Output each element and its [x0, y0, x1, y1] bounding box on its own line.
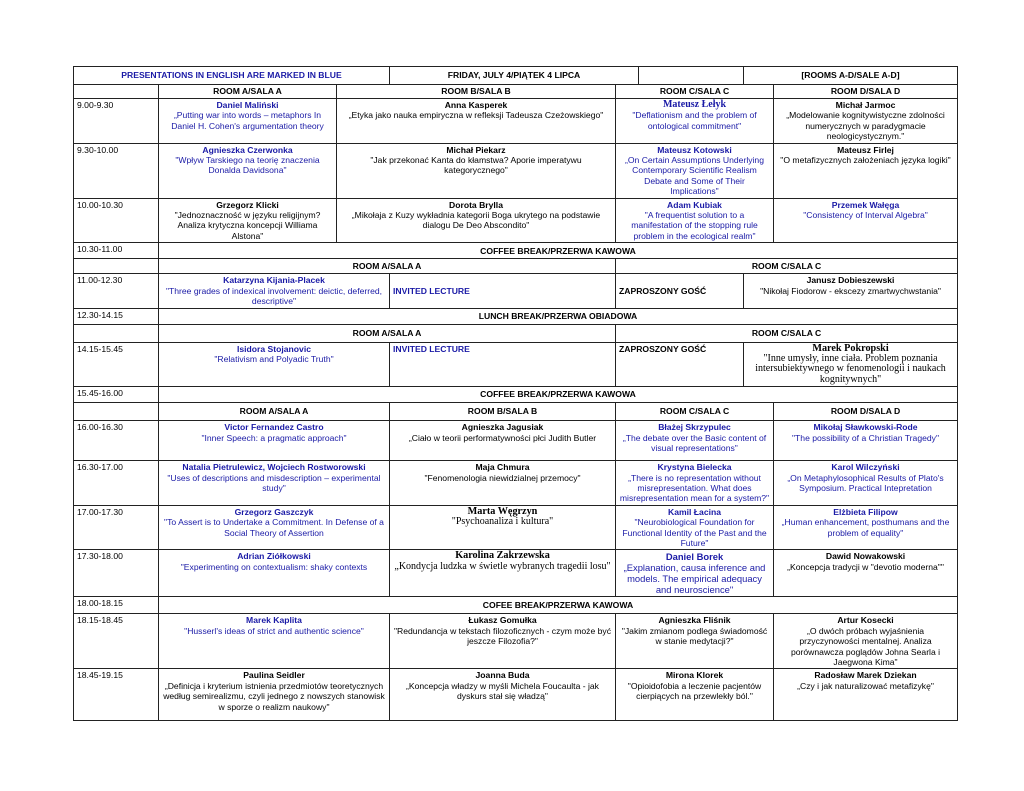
speaker-name: Mateusz Firlej: [837, 144, 894, 155]
speaker-name: Michał Piekarz: [446, 144, 506, 155]
header-row: [74, 67, 958, 85]
talk-cell: [337, 143, 616, 198]
time-empty: [74, 259, 159, 274]
slot-row: [74, 550, 958, 597]
speaker-name: Victor Fernandez Castro: [224, 422, 324, 433]
invited-talk-c: [744, 274, 958, 308]
talk-cell: [616, 99, 774, 144]
slot-row: [74, 421, 958, 461]
speaker-name: Michał Jarmoc: [835, 100, 896, 110]
talk-cell: [159, 198, 337, 243]
speaker-name: Przemek Wałęga: [831, 199, 900, 210]
break-row: [74, 387, 958, 403]
speaker-name: Dorota Brylla: [449, 199, 503, 210]
slot-row: [74, 669, 958, 721]
invited-talk-c: [744, 342, 958, 387]
slot-time: 18.45-19.15: [74, 669, 159, 721]
talk-cell: [159, 461, 390, 506]
speaker-name: Mikołaj Sławkowski-Rode: [813, 422, 918, 433]
slot-time: 18.15-18.45: [74, 614, 159, 669]
talk-cell: [616, 669, 774, 721]
date-header: FRIDAY, JULY 4/PIĄTEK 4 LIPCA: [390, 67, 639, 85]
break-row: [74, 243, 958, 259]
talk-title: „Czy i jak naturalizować metafizykę": [797, 680, 934, 691]
slot-row: [74, 614, 958, 669]
slot-time: 17.30-18.00: [74, 550, 159, 597]
talk-title: "Deflationism and the problem of ontological commitment": [632, 110, 757, 131]
talk-title: „The debate over the Basic content of visual representations": [622, 432, 767, 453]
speaker-name: Błażej Skrzypulec: [658, 422, 731, 433]
talk-title: "O metafizycznych założeniach języka logiki": [780, 155, 951, 166]
talk-title: "Relativism and Polyadic Truth": [214, 353, 334, 364]
speaker-name: Anna Kasperek: [444, 100, 508, 110]
break-label: COFEE BREAK/PRZERWA KAWOWA: [159, 597, 958, 614]
room-d-header: ROOM D/SALA D: [774, 85, 958, 99]
talk-title: "Redundancja w tekstach filozoficznych - czym może być jeszcze Filozofia?": [393, 625, 612, 647]
talk-cell: [390, 421, 616, 461]
talk-title: „On Metaphylosophical Results of Plato's Symposium. Practical Intepretation: [787, 472, 944, 493]
talk-cell: [774, 669, 958, 721]
speaker-name: Isidora Stojanovic: [236, 343, 312, 354]
talk-cell: [774, 198, 958, 243]
talk-cell: [337, 99, 616, 144]
talk-title: „Explanation, causa inference and models. The empirical adequacy and neuroscience": [623, 562, 766, 596]
talk-title: „Koncepcja władzy w myśli Michela Foucaulta - jak dyskurs stał się władzą": [406, 680, 599, 702]
talk-title: "Fenomenologia niewidzialnej przemocy": [424, 472, 581, 483]
speaker-name: Mirona Klorek: [665, 670, 724, 681]
talk-title: „Ciało w teorii performatywności płci Judith Butler: [408, 432, 597, 443]
speaker-name: Adam Kubiak: [667, 199, 722, 210]
break-label: LUNCH BREAK/PRZERWA OBIADOWA: [159, 308, 958, 324]
talk-title: „Etyka jako nauka empiryczna w refleksji Tadeusza Czeżowskiego": [348, 110, 604, 121]
talk-title: "Jakim zmianom podlega świadomość w stanie medytacji?": [621, 625, 768, 647]
talk-title: "Jednoznaczność w języku religijnym? Analiza krytyczna koncepcji Williama Alstona": [174, 210, 321, 241]
talk-cell: [337, 198, 616, 243]
talk-cell: [616, 614, 774, 669]
speaker-name: Grzegorz Klicki: [216, 199, 279, 210]
invited-talk-a: [159, 274, 390, 308]
slot-time: 16.00-16.30: [74, 421, 159, 461]
talk-cell: [159, 669, 390, 721]
break-row: [74, 308, 958, 324]
rooms-range: [ROOMS A-D/SALE A-D]: [744, 67, 958, 85]
invited-label-pl: ZAPROSZONY GOŚĆ: [616, 274, 744, 308]
talk-title: "Inne umysły, inne ciała. Problem poznania intersubiektywnego w fenomenologii i naukach kognitywnych": [755, 352, 946, 385]
slot-time: 14.15-15.45: [74, 342, 159, 387]
talk-title: „There is no representation without misrepresentation. What does misrepresentation mean for a system?": [619, 472, 770, 504]
talk-title: „Koncepcja tradycji w "devotio moderna"": [787, 561, 944, 572]
talk-title: "The possibility of a Christian Tragedy": [792, 432, 940, 443]
talk-title: "Consistency of Interval Algebra": [803, 210, 928, 221]
speaker-name: Krystyna Bielecka: [657, 462, 732, 473]
talk-cell: [616, 143, 774, 198]
english-note: PRESENTATIONS IN ENGLISH ARE MARKED IN BLUE: [74, 67, 390, 85]
talk-title: „O dwóch próbach wyjaśnienia przyczynowości mentalnej. Analiza porównawcza poglądów Johna Searla i Jaegwona Kima": [790, 625, 941, 667]
talk-cell: [774, 614, 958, 669]
room-b-header: ROOM B/SALA B: [337, 85, 616, 99]
speaker-name: Elżbieta Filipow: [833, 506, 898, 517]
talk-cell: [616, 550, 774, 597]
speaker-name: Łukasz Gomułka: [468, 615, 537, 626]
slot-row: [74, 99, 958, 144]
time-header-empty: [74, 85, 159, 99]
speaker-name: Mateusz Łełyk: [662, 99, 727, 110]
speaker-name: Maja Chmura: [475, 462, 530, 473]
speaker-name: Grzegorz Gaszczyk: [234, 506, 314, 517]
talk-title: "Inner Speech: a pragmatic approach": [201, 432, 347, 443]
slot-row: [74, 198, 958, 243]
slot-time: 9.00-9.30: [74, 99, 159, 144]
talk-cell: [616, 421, 774, 461]
talk-title: "Uses of descriptions and misdescription – experimental study": [167, 472, 381, 493]
talk-cell: [616, 461, 774, 506]
break-label: COFFEE BREAK/PRZERWA KAWOWA: [159, 243, 958, 259]
speaker-name: Radosław Marek Dziekan: [814, 670, 917, 681]
rooms-row: [74, 324, 958, 342]
talk-title: "Psychoanaliza i kultura": [451, 516, 554, 528]
talk-cell: [390, 461, 616, 506]
slot-row: [74, 461, 958, 506]
speaker-name: Agnieszka Fliśnik: [658, 615, 731, 626]
talk-title: "Opioidofobia a leczenie pacjentów cierpiących na przewlekły ból.": [627, 680, 762, 702]
speaker-name: Daniel Maliński: [216, 100, 279, 110]
slot-row: [74, 143, 958, 198]
room-c-header: ROOM C/SALA C: [616, 259, 958, 274]
slot-time: 17.00-17.30: [74, 505, 159, 550]
slot-time: 12.30-14.15: [74, 308, 159, 324]
speaker-name: Joanna Buda: [475, 670, 530, 681]
talk-title: "Neurobiological Foundation for Functional Identity of the Past and the Future": [622, 517, 767, 548]
talk-title: "Experimenting on contextualism: shaky contexts: [180, 561, 368, 572]
room-b-header: ROOM B/SALA B: [390, 403, 616, 421]
slot-time: 9.30-10.00: [74, 143, 159, 198]
talk-cell: [159, 421, 390, 461]
talk-cell: [616, 505, 774, 550]
talk-cell: [159, 143, 337, 198]
room-d-header: ROOM D/SALA D: [774, 403, 958, 421]
talk-cell: [159, 505, 390, 550]
slot-time: 15.45-16.00: [74, 387, 159, 403]
speaker-name: Katarzyna Kijania-Placek: [223, 275, 325, 286]
slot-time: 16.30-17.00: [74, 461, 159, 506]
speaker-name: Agnieszka Czerwonka: [202, 144, 293, 155]
room-c-header: ROOM C/SALA C: [616, 85, 774, 99]
talk-title: „Putting war into words – metaphors In Daniel H. Cohen's argumentation theory: [171, 110, 324, 131]
speaker-name: Paulina Seidler: [243, 670, 305, 681]
speaker-name: Janusz Dobieszewski: [806, 275, 895, 286]
speaker-name: Adrian Ziółkowski: [237, 551, 311, 562]
header-spacer: [639, 67, 744, 85]
break-row: [74, 597, 958, 614]
talk-title: „Human enhancement, posthumans and the problem of equality": [781, 517, 950, 538]
speaker-name: Marek Pokropski: [812, 342, 889, 354]
talk-title: "A frequentist solution to a manifestation of the stopping rule problem in the ecological realm": [631, 210, 758, 241]
speaker-name: Mateusz Kotowski: [657, 144, 732, 155]
room-c-header: ROOM C/SALA C: [616, 403, 774, 421]
talk-title: „On Certain Assumptions Underlying Contemporary Scientific Realism Debate and Some of Their Implications": [625, 155, 764, 197]
talk-cell: [159, 99, 337, 144]
talk-title: „Mikołaja z Kuzy wykładnia kategorii Boga ukrytego na podstawie dialogu De Deo Abscondito": [351, 210, 601, 231]
time-empty: [74, 403, 159, 421]
speaker-name: Daniel Borek: [665, 551, 724, 563]
talk-cell: [616, 198, 774, 243]
slot-time: 18.00-18.15: [74, 597, 159, 614]
speaker-name: Marta Węgrzyn: [467, 505, 538, 517]
talk-cell: [774, 143, 958, 198]
speaker-name: Marek Kaplita: [246, 615, 302, 626]
talk-title: "Husserl's ideas of strict and authentic science": [184, 625, 364, 636]
slot-time: 10.00-10.30: [74, 198, 159, 243]
speaker-name: Artur Kosecki: [837, 615, 894, 626]
time-empty: [74, 324, 159, 342]
talk-cell: [774, 99, 958, 144]
talk-title: „Kondycja ludzka w świetle wybranych tragedii losu": [394, 560, 611, 572]
talk-cell: [159, 550, 390, 597]
invited-row: [74, 274, 958, 308]
talk-cell: [390, 614, 616, 669]
room-a-header: ROOM A/SALA A: [159, 259, 616, 274]
invited-label: INVITED LECTURE: [390, 342, 616, 387]
rooms-row: [74, 403, 958, 421]
speaker-name: Dawid Nowakowski: [825, 551, 906, 562]
talk-title: "Three grades of indexical involvement: deictic, deferred, descriptive": [165, 285, 383, 307]
speaker-name: Agnieszka Jagusiak: [461, 422, 544, 433]
talk-title: "Jak przekonać Kanta do kłamstwa? Aporie imperatywu kategorycznego": [370, 155, 582, 176]
talk-title: „Definicja i kryterium istnienia przedmiotów teoretycznych według semirealizmu, czyli jednego z nowszych stanowisk w sporze o realizm naukowy": [163, 680, 385, 712]
invited-label-pl: ZAPROSZONY GOŚĆ: [616, 342, 744, 387]
talk-cell: [390, 669, 616, 721]
talk-cell: [390, 505, 616, 550]
speaker-name: Natalia Pietrulewicz, Wojciech Rostworowski: [182, 462, 366, 473]
slot-time: 11.00-12.30: [74, 274, 159, 308]
invited-label: INVITED LECTURE: [390, 274, 616, 308]
talk-title: "Wpływ Tarskiego na teorię znaczenia Donalda Davidsona": [175, 155, 320, 176]
break-label: COFFEE BREAK/PRZERWA KAWOWA: [159, 387, 958, 403]
invited-row: [74, 342, 958, 387]
talk-cell: [774, 505, 958, 550]
rooms-row: [74, 85, 958, 99]
room-a-header: ROOM A/SALA A: [159, 324, 616, 342]
talk-title: "Nikołaj Fiodorow - ekscezy zmartwychwstania": [760, 285, 941, 296]
speaker-name: Karolina Zakrzewska: [455, 550, 550, 562]
talk-cell: [390, 550, 616, 597]
speaker-name: Karol Wilczyński: [831, 462, 900, 473]
speaker-name: Kamil Łacina: [668, 506, 722, 517]
schedule-table: [73, 66, 958, 721]
talk-cell: [774, 421, 958, 461]
slot-time: 10.30-11.00: [74, 243, 159, 259]
talk-cell: [159, 614, 390, 669]
invited-talk-a: [159, 342, 390, 387]
talk-cell: [774, 550, 958, 597]
rooms-row: [74, 259, 958, 274]
talk-cell: [774, 461, 958, 506]
talk-title: „Modelowanie kognitywistyczne zdolności numerycznych w paradygmacie neologicystycznym.": [786, 110, 945, 142]
talk-title: "To Assert is to Undertake a Commitment. In Defense of a Social Theory of Assertion: [164, 517, 384, 538]
slot-row: [74, 505, 958, 550]
room-a-header: ROOM A/SALA A: [159, 403, 390, 421]
room-a-header: ROOM A/SALA A: [159, 85, 337, 99]
room-c-header: ROOM C/SALA C: [616, 324, 958, 342]
